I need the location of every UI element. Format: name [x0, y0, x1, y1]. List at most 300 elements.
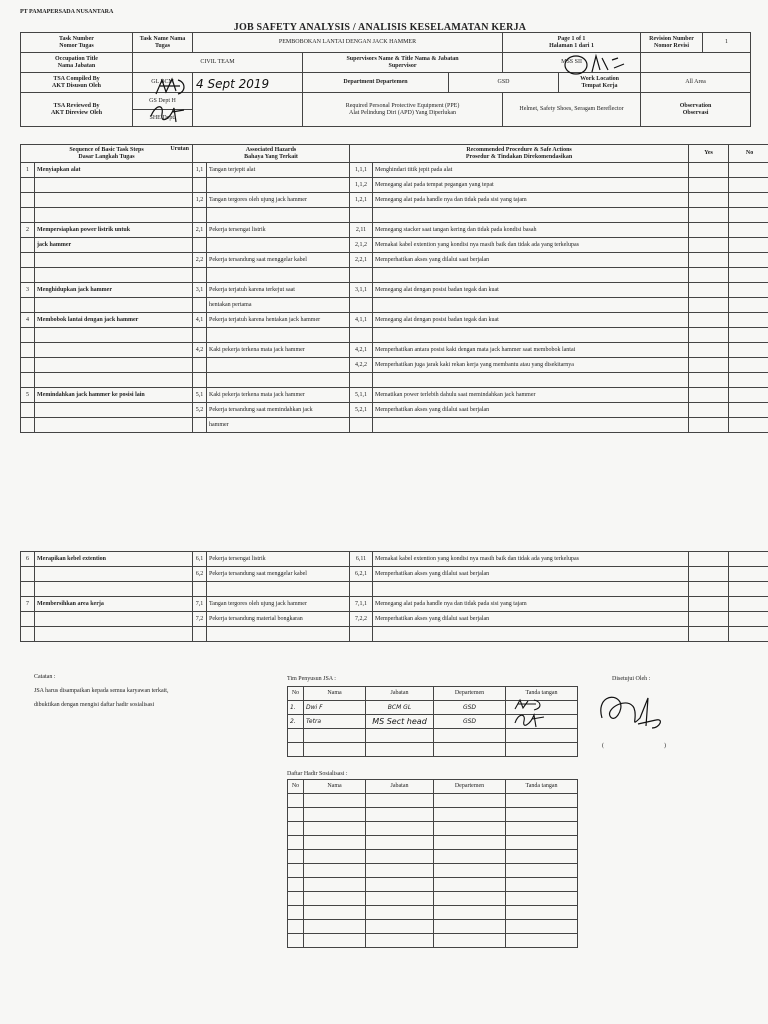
supervisor-signature: [562, 52, 632, 78]
hazard-text-cell: Kaki pekerja terkena mata jack hammer: [207, 388, 350, 403]
page-label: Page 1 of 1 Halaman 1 dari 1: [503, 33, 641, 53]
procedure-text-cell: Memperhatikan akses yang dilalui saat berjalan: [373, 612, 689, 627]
observation-no-cell: [729, 388, 768, 403]
attendance-cell: [304, 878, 366, 892]
attendance-rows: [288, 794, 578, 948]
team-row: [288, 743, 578, 757]
hazard-number-cell: 1,1: [193, 163, 207, 178]
step-text-cell: [35, 373, 193, 388]
attendance-cell: [506, 892, 578, 906]
procedure-text-cell: Memperhatikan akses yang dilalui saat berjalan: [373, 403, 689, 418]
procedure-number-cell: 6,11: [350, 552, 373, 567]
procedure-number-cell: [350, 418, 373, 433]
table-row: [21, 582, 768, 597]
team-col-departemen: Departemen: [434, 687, 506, 701]
procedure-number-cell: [350, 627, 373, 642]
ppe-value: Helmet, Safety Shoes, Seragam Bereflector: [503, 93, 641, 127]
procedure-text-cell: [373, 418, 689, 433]
hazard-text-cell: [207, 373, 350, 388]
table-row: [21, 223, 768, 238]
approver-signature: [594, 688, 674, 736]
observation-yes-cell: [689, 418, 729, 433]
table-row: [21, 178, 768, 193]
step-number-cell: [21, 238, 35, 253]
step-text-cell: Memindahkan jack hammer ke posisi lain: [35, 388, 193, 403]
attendance-cell: [366, 808, 434, 822]
procedure-number-cell: 3,1,1: [350, 283, 373, 298]
observation-no-cell: [729, 418, 768, 433]
procedure-number-cell: [350, 328, 373, 343]
attendance-cell: [366, 836, 434, 850]
observation-yes-cell: [689, 552, 729, 567]
department-value: GSD: [449, 73, 559, 93]
attendance-cell: [288, 850, 304, 864]
attendance-cell: [434, 934, 506, 948]
procedure-number-cell: 4,1,1: [350, 313, 373, 328]
hazard-number-cell: 5,2: [193, 403, 207, 418]
table-row: [21, 552, 768, 567]
observation-no-cell: [729, 298, 768, 313]
attendance-cell: [434, 878, 506, 892]
hazard-number-cell: 4,2: [193, 343, 207, 358]
hazard-number-cell: [193, 373, 207, 388]
no-header: No: [729, 145, 768, 163]
attendance-cell: [434, 836, 506, 850]
hazard-text-cell: Tangan tergores oleh ujung jack hammer: [207, 597, 350, 612]
team-row-1-dept: GSD: [434, 701, 506, 715]
step-text-cell: [35, 343, 193, 358]
task-number-label: Task Number Nomor Tugas: [21, 33, 133, 53]
step-number-cell: [21, 193, 35, 208]
attendance-cell: [366, 864, 434, 878]
attendance-row: [288, 892, 578, 906]
supervisor-label: Supervisors Name & Title Nama & Jabatan Supervisor: [303, 53, 503, 73]
hazard-text-cell: hentakan pertama: [207, 298, 350, 313]
jsa-table: [20, 144, 768, 433]
notes-line-2: dibuktikan dengan mengisi daftar hadir sosialisasi: [34, 702, 155, 708]
observation-yes-cell: [689, 193, 729, 208]
step-text-cell: [35, 358, 193, 373]
procedure-number-cell: 2,1,2: [350, 238, 373, 253]
table-row: [21, 373, 768, 388]
step-text-cell: [35, 298, 193, 313]
hazard-number-cell: 2,2: [193, 253, 207, 268]
procedure-text-cell: Menghindari titik jepit pada alat: [373, 163, 689, 178]
attendance-cell: [366, 822, 434, 836]
procedure-number-cell: 7,2,2: [350, 612, 373, 627]
observation-yes-cell: [689, 597, 729, 612]
observation-no-cell: [729, 373, 768, 388]
attendance-cell: [304, 892, 366, 906]
procedure-number-cell: 6,2,1: [350, 567, 373, 582]
procedures-header: Recommended Procedure & Safe Actions Prosedur & Tindakan Direkomendasikan: [350, 145, 689, 163]
task-name-value: PEMBOBOKAN LANTAI DENGAN JACK HAMMER: [193, 33, 503, 53]
team-col-nama: Nama: [304, 687, 366, 701]
hazard-number-cell: [193, 268, 207, 283]
notes-block: [34, 672, 168, 710]
step-number-cell: 5: [21, 388, 35, 403]
observation-yes-cell: [689, 253, 729, 268]
observation-yes-cell: [689, 238, 729, 253]
observation-yes-cell: [689, 627, 729, 642]
hazard-number-cell: 7,1: [193, 597, 207, 612]
table-row: [21, 298, 768, 313]
attendance-cell: [366, 878, 434, 892]
observation-yes-cell: [689, 612, 729, 627]
procedure-text-cell: Memakai kabel extention yang kondisi nya masih baik dan tidak ada yang terkelupas: [373, 552, 689, 567]
attendance-cell: [288, 892, 304, 906]
hazard-number-cell: 4,1: [193, 313, 207, 328]
procedure-number-cell: 4,2,1: [350, 343, 373, 358]
step-number-cell: [21, 358, 35, 373]
step-number-cell: [21, 612, 35, 627]
procedure-text-cell: [373, 328, 689, 343]
procedure-number-cell: [350, 268, 373, 283]
step-number-cell: 6: [21, 552, 35, 567]
attendance-cell: [506, 906, 578, 920]
table-row: [21, 612, 768, 627]
attendance-cell: [304, 864, 366, 878]
revision-value: 1: [703, 33, 751, 53]
step-number-cell: 4: [21, 313, 35, 328]
attendance-header-row: [288, 780, 578, 794]
supervisor-signature-cell: [641, 53, 751, 73]
attendance-cell: [506, 836, 578, 850]
hazard-number-cell: 6,2: [193, 567, 207, 582]
task-name-label: Task Name Nama Tugas: [133, 33, 193, 53]
table-row: [21, 253, 768, 268]
procedure-number-cell: 2,2,1: [350, 253, 373, 268]
procedure-number-cell: 2,11: [350, 223, 373, 238]
attendance-col-tanda-tangan: Tanda tangan: [506, 780, 578, 794]
observation-yes-cell: [689, 163, 729, 178]
attendance-cell: [304, 934, 366, 948]
attendance-cell: [434, 850, 506, 864]
attendance-cell: [288, 920, 304, 934]
attendance-cell: [288, 836, 304, 850]
table-row: [21, 313, 768, 328]
observation-no-cell: [729, 223, 768, 238]
team-row-2-nama: Tetra: [304, 715, 366, 729]
attendance-cell: [434, 794, 506, 808]
procedure-text-cell: Memegang alat dengan posisi badan tegak dan kuat: [373, 283, 689, 298]
procedure-text-cell: Memperhatikan akses yang dilalui saat berjalan: [373, 567, 689, 582]
step-number-cell: [21, 178, 35, 193]
step-text-cell: [35, 612, 193, 627]
attendance-cell: [506, 808, 578, 822]
team-row-1-jabatan: BCM GL: [366, 701, 434, 715]
jsa-rows-page1: [21, 163, 768, 433]
team-signature-2: [512, 711, 548, 729]
team-title: Tim Penyusun JSA :: [287, 676, 336, 682]
procedure-number-cell: 1,1,2: [350, 178, 373, 193]
step-text-cell: [35, 193, 193, 208]
step-number-cell: [21, 298, 35, 313]
team-row-1-no: 1.: [288, 701, 304, 715]
document-title: JOB SAFETY ANALYSIS / ANALISIS KESELAMATAN KERJA: [233, 22, 527, 33]
hazard-number-cell: [193, 582, 207, 597]
attendance-cell: [506, 934, 578, 948]
attendance-cell: [366, 920, 434, 934]
table-row: [21, 208, 768, 223]
observation-yes-cell: [689, 358, 729, 373]
table-row: [21, 163, 768, 178]
observation-no-cell: [729, 627, 768, 642]
ppe-label: Required Personal Protective Equipment (PPE) Alat Pelindung Diri (APD) Yang Diperlukan: [303, 93, 503, 127]
hazard-number-cell: [193, 208, 207, 223]
attendance-cell: [288, 934, 304, 948]
attendance-col-jabatan: Jabatan: [366, 780, 434, 794]
hazard-number-cell: 2,1: [193, 223, 207, 238]
step-number-cell: 7: [21, 597, 35, 612]
hazard-number-cell: 5,1: [193, 388, 207, 403]
yes-header: Yes: [689, 145, 729, 163]
attendance-cell: [434, 906, 506, 920]
hazard-text-cell: [207, 178, 350, 193]
step-text-cell: [35, 418, 193, 433]
step-number-cell: [21, 627, 35, 642]
step-text-cell: [35, 627, 193, 642]
occupation-label: Occupation Title Nama Jabatan: [21, 53, 133, 73]
steps-header: Sequence of Basic Task Steps Dasar Langkah Tugas: [69, 146, 144, 160]
observation-no-cell: [729, 403, 768, 418]
table-row: [21, 328, 768, 343]
attendance-cell: [304, 850, 366, 864]
step-text-cell: [35, 328, 193, 343]
attendance-cell: [506, 850, 578, 864]
observation-no-cell: [729, 283, 768, 298]
compiled-date-handwriting: 4 Sept 2019: [196, 77, 270, 91]
table-row: [21, 567, 768, 582]
observation-no-cell: [729, 612, 768, 627]
step-text-cell: [35, 178, 193, 193]
procedure-text-cell: Memegang alat pada tempat pegangan yang tepat: [373, 178, 689, 193]
procedure-number-cell: 5,1,1: [350, 388, 373, 403]
observation-yes-cell: [689, 313, 729, 328]
step-number-cell: [21, 253, 35, 268]
hazard-number-cell: [193, 418, 207, 433]
hazard-text-cell: Pekerja tersandung saat memindahkan jack: [207, 403, 350, 418]
table-row: [21, 193, 768, 208]
step-text-cell: Membersihkan area kerja: [35, 597, 193, 612]
attendance-cell: [304, 794, 366, 808]
attendance-row: [288, 794, 578, 808]
observation-no-cell: [729, 567, 768, 582]
procedure-text-cell: [373, 627, 689, 642]
observation-yes-cell: [689, 403, 729, 418]
team-signature-1: [512, 698, 548, 712]
step-number-cell: [21, 403, 35, 418]
table-row: [21, 597, 768, 612]
attendance-row: [288, 906, 578, 920]
attendance-cell: [304, 836, 366, 850]
hazard-text-cell: [207, 238, 350, 253]
table-row: [21, 627, 768, 642]
hazard-number-cell: [193, 238, 207, 253]
hazard-text-cell: Pekerja tersandung saat menggelar kabel: [207, 567, 350, 582]
observation-yes-cell: [689, 582, 729, 597]
hazard-text-cell: Pekerja terjatuh karena terkejut saat: [207, 283, 350, 298]
procedure-text-cell: [373, 268, 689, 283]
procedure-number-cell: 1,1,1: [350, 163, 373, 178]
procedure-number-cell: [350, 373, 373, 388]
team-row-2-jabatan: MS Sect head: [366, 715, 434, 729]
procedure-text-cell: [373, 298, 689, 313]
hazard-text-cell: Tangan terjepit alat: [207, 163, 350, 178]
table-row: [21, 403, 768, 418]
hazard-text-cell: Pekerja tersengat listrik: [207, 223, 350, 238]
observation-yes-cell: [689, 298, 729, 313]
attendance-row: [288, 850, 578, 864]
hazard-text-cell: [207, 627, 350, 642]
step-text-cell: Menghidupkan jack hammer: [35, 283, 193, 298]
procedure-text-cell: Memperhatikan antara posisi kaki dengan mata jack hammer saat membobok lantai: [373, 343, 689, 358]
team-row: [288, 729, 578, 743]
observation-yes-cell: [689, 268, 729, 283]
attendance-row: [288, 808, 578, 822]
hazard-number-cell: [193, 627, 207, 642]
reviewer-1: GS Dept H: [133, 93, 193, 110]
attendance-cell: [366, 906, 434, 920]
procedure-text-cell: Memegang alat dengan posisi badan tegak dan kuat: [373, 313, 689, 328]
attendance-row: [288, 878, 578, 892]
step-text-cell: Membobok lantai dengan jack hammer: [35, 313, 193, 328]
step-number-cell: [21, 567, 35, 582]
step-text-cell: [35, 582, 193, 597]
procedure-text-cell: Memegang alat pada handle nya dan tidak pada sisi yang tajam: [373, 193, 689, 208]
procedure-number-cell: 1,2,1: [350, 193, 373, 208]
attendance-cell: [506, 794, 578, 808]
attendance-cell: [288, 794, 304, 808]
procedure-text-cell: [373, 373, 689, 388]
step-number-cell: [21, 373, 35, 388]
hazard-text-cell: Pekerja tersengat listrik: [207, 552, 350, 567]
hazard-number-cell: 1,2: [193, 193, 207, 208]
notes-title: Catatan :: [34, 674, 56, 680]
attendance-cell: [288, 822, 304, 836]
observation-yes-cell: [689, 223, 729, 238]
procedure-text-cell: Memakai kabel extention yang kondisi nya masih baik dan tidak ada yang terkelupas: [373, 238, 689, 253]
procedure-text-cell: Memperhatikan juga jarak kaki rekan kerja yang membantu atau yang disekitarnya: [373, 358, 689, 373]
step-number-cell: [21, 418, 35, 433]
team-row-1-nama: Dwi F: [304, 701, 366, 715]
table-row: [21, 388, 768, 403]
table-row: [21, 238, 768, 253]
attendance-row: [288, 836, 578, 850]
table-row: [21, 358, 768, 373]
attendance-cell: [304, 808, 366, 822]
step-text-cell: Mempersiapkan power listrik untuk: [35, 223, 193, 238]
jsa-rows-page2: [21, 552, 768, 642]
hazard-text-cell: Pekerja terjatuh karena hentakan jack hammer: [207, 313, 350, 328]
procedure-text-cell: Memperhatikan akses yang dilalui saat berjalan: [373, 253, 689, 268]
header-table: [20, 32, 751, 127]
work-location-label: Work Location Tempat Kerja: [559, 73, 641, 93]
supervisor-value: MSS SII: [503, 53, 641, 73]
attendance-cell: [434, 808, 506, 822]
hazard-number-cell: [193, 328, 207, 343]
attendance-col-departemen: Departemen: [434, 780, 506, 794]
jsa-table-continued: [20, 551, 768, 642]
attendance-row: [288, 864, 578, 878]
hazard-text-cell: Tangan tergores oleh ujung jack hammer: [207, 193, 350, 208]
procedure-number-cell: [350, 208, 373, 223]
observation-yes-cell: [689, 343, 729, 358]
occupation-value: CIVIL TEAM: [133, 53, 303, 73]
approver-paren-close: ): [664, 743, 666, 749]
observation-yes-cell: [689, 283, 729, 298]
observation-no-cell: [729, 358, 768, 373]
step-number-cell: [21, 328, 35, 343]
team-col-no: No: [288, 687, 304, 701]
attendance-col-nama: Nama: [304, 780, 366, 794]
step-text-cell: [35, 403, 193, 418]
attendance-row: [288, 934, 578, 948]
approver-paren-open: (: [602, 743, 604, 749]
work-location-value: All Area: [641, 73, 751, 93]
attendance-cell: [288, 864, 304, 878]
table-row: [21, 343, 768, 358]
hazard-text-cell: [207, 268, 350, 283]
observation-yes-cell: [689, 178, 729, 193]
attendance-cell: [304, 906, 366, 920]
procedure-text-cell: Memegang alat pada handle nya dan tidak pada sisi yang tajam: [373, 597, 689, 612]
procedure-text-cell: Mematikan power terlebih dahulu saat memindahkan jack hammer: [373, 388, 689, 403]
hazard-text-cell: [207, 208, 350, 223]
attendance-cell: [288, 878, 304, 892]
team-col-tanda-tangan: Tanda tangan: [506, 687, 578, 701]
hazard-number-cell: [193, 358, 207, 373]
hazards-header: Associated Hazards Bahaya Yang Terkait: [193, 145, 350, 163]
step-text-cell: [35, 208, 193, 223]
reviewer-signature-cell: [193, 93, 303, 127]
hazard-text-cell: Pekerja tersandung material bongkaran: [207, 612, 350, 627]
attendance-row: [288, 920, 578, 934]
attendance-cell: [366, 794, 434, 808]
company-name: PT PAMAPERSADA NUSANTARA: [20, 9, 114, 15]
hazard-number-cell: [193, 178, 207, 193]
hazard-text-cell: hammer: [207, 418, 350, 433]
revision-label: Revision Number Nomor Revisi: [641, 33, 703, 53]
attendance-cell: [304, 822, 366, 836]
tsa-compiled-role: GL BCM: [133, 73, 193, 93]
department-label: Department Departemen: [303, 73, 449, 93]
approved-label: Disetujui Oleh :: [612, 676, 651, 682]
observation-no-cell: [729, 597, 768, 612]
step-number-cell: 3: [21, 283, 35, 298]
observation-no-cell: [729, 343, 768, 358]
observation-no-cell: [729, 238, 768, 253]
table-row: [21, 418, 768, 433]
procedure-text-cell: [373, 208, 689, 223]
procedure-number-cell: 4,2,2: [350, 358, 373, 373]
attendance-row: [288, 822, 578, 836]
procedure-text-cell: [373, 582, 689, 597]
tsa-reviewed-label: TSA Reviewed By AKT Direview Oleh: [21, 93, 133, 127]
attendance-cell: [506, 864, 578, 878]
compiler-signature: [152, 76, 192, 98]
attendance-table: [287, 779, 578, 948]
table-row: [21, 283, 768, 298]
attendance-cell: [434, 920, 506, 934]
step-text-cell: Menyiapkan alat: [35, 163, 193, 178]
notes-line-1: JSA harus disampaikan kepada semua karyawan terkait,: [34, 688, 169, 694]
team-col-jabatan: Jabatan: [366, 687, 434, 701]
step-number-cell: [21, 208, 35, 223]
attendance-cell: [506, 920, 578, 934]
procedure-number-cell: [350, 298, 373, 313]
attendance-cell: [506, 822, 578, 836]
